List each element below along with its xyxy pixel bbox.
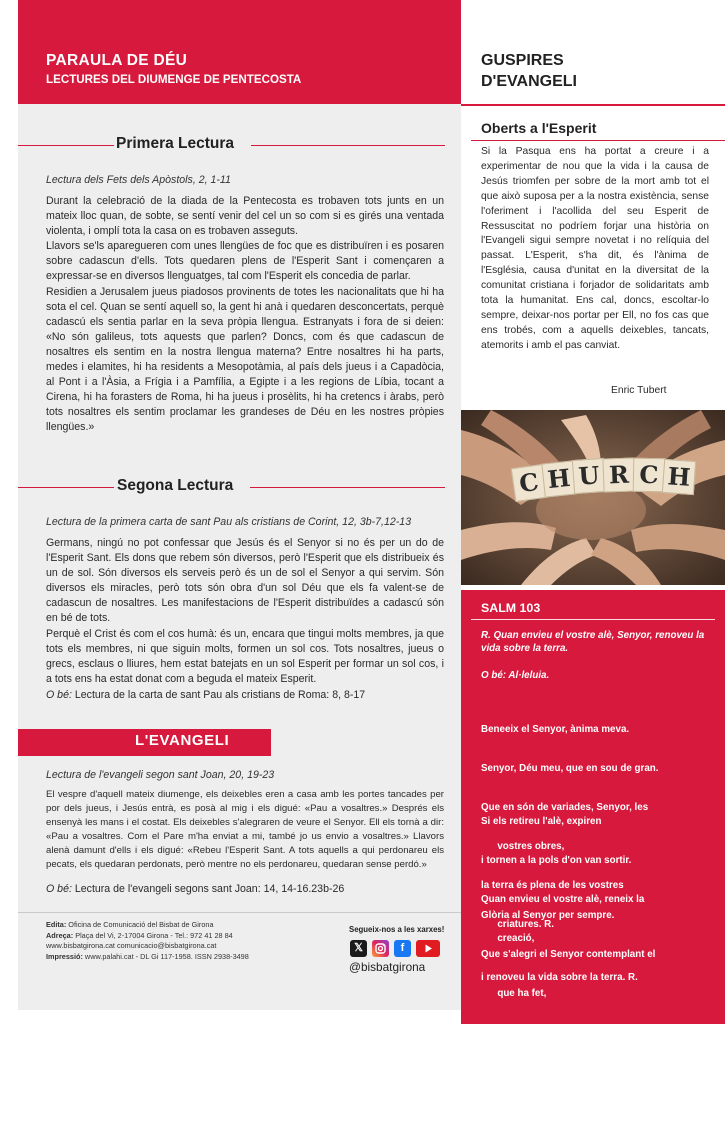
salm-verse: la terra és plena de les vostres [481,880,624,891]
page-subtitle: LECTURES DEL DIUMENGE DE PENTECOSTA [46,73,302,86]
guspires-author: Enric Tubert [611,385,667,396]
guspires-subtitle-rule [471,140,725,141]
salm-verse: Que en són de variades, Senyor, les [481,802,649,813]
evangeli-citation: Lectura de l'evangeli segon sant Joan, 20, 19-23 [46,769,275,781]
social-title: Segueix-nos a les xarxes! [349,925,445,934]
salm-verse: Que s'alegri el Senyor contemplant el [481,949,656,960]
page-title: PARAULA DE DÉU [46,52,188,69]
paragraph: Llavors se'ls aparegueren com unes llengües de foc que es distribuïren i es posaren sobre cadascun d'ells. Tots quedaren plens de l'Esperit Sant i començaren a expressar-se en diversos llenguatges, tal com l'Esperit els concedia de parlar. [46,240,444,283]
section-rule-left [18,487,114,488]
alt-text: Lectura de l'evangeli segons sant Joan: 14, 14-16.23b-26 [71,883,345,895]
footer-web: www.bisbatgirona.cat comunicacio@bisbatgirona.cat [46,941,217,951]
social-handle[interactable]: @bisbatgirona [349,960,426,974]
salm-response: R. Quan envieu el vostre alè, Senyor, renoveu la vida sobre la terra. [481,630,705,654]
adreca-label: Adreça: [46,930,74,940]
letter-block: C [511,464,547,502]
salm-verse: Glòria al Senyor per sempre. [481,910,615,921]
salm-verse: vostres obres, [481,841,565,852]
salm-title: SALM 103 [481,601,541,615]
paragraph: El vespre d'aquell mateix diumenge, els deixebles eren a casa amb les portes tancades per por dels jueus, i Jesús entrà, es posà al mig i els digué: «Pau a vosaltres.» Després els ensenyà les mans i el costat. Els deixebles s'alegraren de veure el Senyor. Ell els tornà a dir: «Pau a vosaltres. Com el Pare m'ha enviat a mi, també jo us envio a vosaltres.» Llavors alenà damunt d'ells i els digué: «Rebeu l'Esperit Sant. A tots aquells a qui perdonareu els pecats, els quedaran perdonats, però mentre no els perdonareu, quedaran sense perdó.» [46,789,444,871]
salm-verse: Beneeix el Senyor, ànima meva. [481,724,630,735]
facebook-icon[interactable]: f [394,940,411,957]
salm-verse: goig. R. [481,1105,534,1116]
salm-verse: que li sigui agradable aquest poema, [481,1027,653,1038]
section-rule-right [250,487,445,488]
salm-stanza [481,883,711,1130]
segona-lectura-title: Segona Lectura [117,477,234,494]
primera-text [46,194,444,436]
letter-block: C [633,458,666,493]
impressio-text: www.palahi.cat - DL Gi 117-1958. ISSN 2938-3498 [82,951,249,961]
primera-citation: Lectura dels Fets dels Apòstols, 2, 1-11 [46,174,231,186]
paragraph: Perquè el Crist és com el cos humà: és un, encara que tingui molts membres, ja que tots els membres, ni que siguin molts, formen un sol cos. Tots nosaltres, jueus o grecs, esclaus o lliures, hem estat batejats en un sol Esperit per formar un sol cos, i a tots ens ha estat donat com a beguda el mateix Esperit. [46,627,444,685]
letter-block: R [602,457,635,492]
salm-verse: són per al Senyor aquests cants de [481,1066,646,1077]
footer-credits [46,920,249,962]
edita-label: Edita: [46,920,67,929]
segona-text [46,536,444,687]
paragraph: Residien a Jerusalem jueus piadosos provinents de totes les nacionalitats que hi ha sota el cel. Quan se sentí aquell so, la gent hi anà i quedaren desconcertats, perquè cadascú els sentia parlar en la seva pròpia llengua. Estranyats i fora de si deien: «No són galileus, tots aquests que parlen? Doncs, com és que cadascun de nosaltres els sentim en la nostra llengua materna? Entre nosaltres hi ha parts, medes i elamites, hi ha residents a Mesopotàmia, al país dels jueus i a Capadòcia, al Pont i a l'Àsia, a Frígia i a Pamfília, a Egipte i a les regions de Líbia, tocant a Cirena, hi ha forasters de Roma, hi ha jueus i prosèlits, hi ha cretencs i àrabs, però tots nosaltres els sentim proclamar les grandeses de Déu en les nostres pròpies llengües.» [46,285,444,434]
evangeli-title: L'EVANGELI [135,732,230,749]
alt-label: O bé: [46,883,72,895]
salm-verse: i tornen a la pols d'on van sortir. [481,855,632,866]
guspires-title-line2: D'EVANGELI [481,73,577,90]
section-rule-left [18,145,114,146]
salm-verse: que ha fet, [481,988,547,999]
adreca-text: Plaça del Vi, 2-17004 Girona - Tel.: 972 41 28 84 [73,930,233,940]
guspires-title-line1: GUSPIRES [481,52,564,69]
salm-rule [471,619,715,620]
primera-lectura-title: Primera Lectura [116,135,235,152]
evangeli-alternative [46,883,344,895]
edita-text: Oficina de Comunicació del Bisbat de Girona [66,920,214,929]
alt-text: Lectura de la carta de sant Pau als cristians de Roma: 8, 8-17 [71,689,366,701]
guspires-body: Si la Pasqua ens ha portat a creure i a experimentar de nou que la vida i la causa de Jesús triomfen per sobre de la mort amb tot el que això suposa per a la nostra existència, sense l'oferiment i l'acollida del seu Esperit de Ressuscitat no podríem forjar una història on l'Evangeli sigui sempre novetat i no relíquia del passat. L'Esperit, s'ha dit, és l'ànima de l'Església, causa d'unitat en la diversitat de la comunitat cristiana i forjador de solidaritats amb tota la humanitat. Ens cal, doncs, escoltar-lo sempre, deixar-nos portar per Ell, no fos cas que ens trobés, com a aquells deixebles, tancats, atemorits i amb el pas canviat. [481,146,709,351]
letter-block: H [541,460,576,497]
salm-verse: Quan envieu el vostre alè, reneix la [481,894,645,905]
paragraph: Germans, ningú no pot confessar que Jesús és el Senyor si no és per un do de l'Esperit Sant. Els dons que rebem són diversos, però l'Esperit que els distribueix és un de sol. Són diversos els serveis però és un de sol el Senyor a qui servim. Són diversos els miracles, però tots són obra d'un sol Déu que els fa valent-se de cadascun de nosaltres. Les manifestacions de l'Esperit distribuïdes a cadascú són en bé de tots. [46,537,444,625]
instagram-icon[interactable] [372,940,389,957]
section-rule-right [251,145,445,146]
salm-verse: Si els retireu l'alè, expiren [481,816,602,827]
impressio-label: Impressió: [46,951,83,961]
letter-block: U [572,458,606,494]
salm-verse: criatures. R. [481,919,554,930]
x-icon[interactable]: 𝕏 [350,940,367,957]
alt-label: O bé: [46,689,72,701]
paragraph: Durant la celebració de la diada de la Pentecosta es trobaven tots junts en un mateix lloc quan, de sobte, se sentí venir del cel un so com si es girés una ventada violenta, i omplí tota la casa on es trobaven asseguts. [46,195,444,238]
salm-alternative: O bé: Al·leluia. [481,670,550,681]
salm-verse: creació, [481,933,535,944]
evangeli-text [46,788,444,873]
hands-illustration [461,410,725,585]
church-photo [461,410,725,585]
letter-block: H [662,459,696,495]
salm-verse: Senyor, Déu meu, que en sou de gran. [481,763,659,774]
salm-verse: i renoveu la vida sobre la terra. R. [481,972,638,983]
youtube-icon[interactable] [416,940,440,957]
segona-citation: Lectura de la primera carta de sant Pau als cristians de Corint, 12, 3b-7,12-13 [46,516,412,528]
footer-divider [18,912,461,913]
guspires-divider [461,104,725,106]
guspires-subtitle: Oberts a l'Esperit [481,120,597,136]
segona-alternative [46,689,365,701]
